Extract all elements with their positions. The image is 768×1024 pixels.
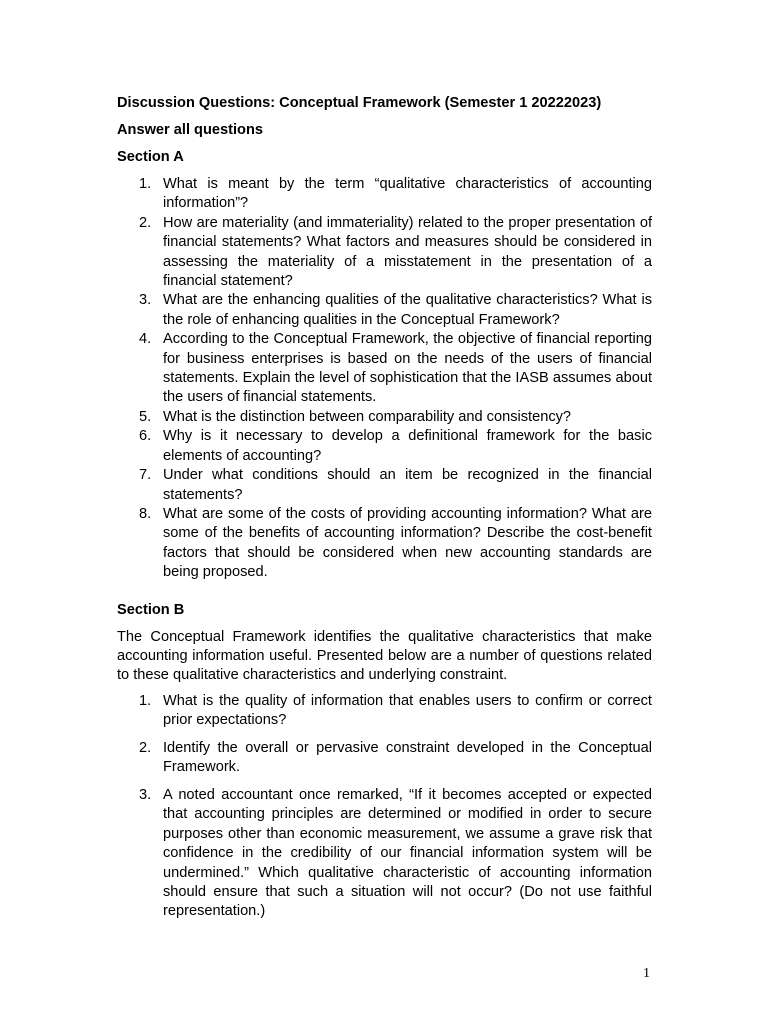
question-number: 1. bbox=[139, 176, 152, 192]
question-text: What are some of the costs of providing accounting information? What are some of the benefits of accounting information? Describe the cost-benefit factors that should be considered when new accounting standards are being proposed. bbox=[163, 505, 652, 581]
question-number: 2. bbox=[139, 214, 152, 231]
question-text: What is the distinction between comparability and consistency? bbox=[163, 408, 572, 425]
list-item bbox=[117, 739, 652, 778]
question-text: What is the quality of information that enables users to confirm or correct prior expectations? bbox=[163, 692, 652, 729]
section-b-heading: Section B bbox=[117, 601, 185, 618]
section-b-question-list bbox=[117, 692, 652, 922]
page-number: 1 bbox=[643, 966, 650, 981]
list-item bbox=[117, 427, 652, 466]
question-text: A noted accountant once remarked, “If it becomes accepted or expected that accounting principles are determined or modified in order to secure purposes other than economic measurement, we assume a grave risk that confidence in the credibility of our financial information system will be undermined.” Which qualitative characteristic of accounting information should ensure that such a situation will not occur? (Do not use faithful representation.) bbox=[163, 786, 652, 920]
list-item bbox=[117, 466, 652, 505]
question-number: 3. bbox=[139, 786, 152, 803]
section-a-heading: Section A bbox=[117, 149, 184, 165]
section-a-question-list bbox=[117, 175, 652, 583]
question-number: 3. bbox=[139, 292, 152, 309]
question-text: Why is it necessary to develop a definitional framework for the basic elements of accounting? bbox=[163, 428, 652, 464]
question-text: According to the Conceptual Framework, the objective of financial reporting for business enterprises is based on the needs of the users of financial statements. Explain the level of sophistication that the IASB assumes about the users of financial statements. bbox=[163, 331, 652, 406]
question-number: 5. bbox=[139, 408, 152, 425]
question-number: 4. bbox=[139, 331, 152, 348]
document-body bbox=[117, 94, 652, 930]
question-number: 1. bbox=[139, 692, 152, 709]
question-text: What is meant by the term “qualitative characteristics of accounting information”? bbox=[163, 176, 652, 212]
question-number: 7. bbox=[139, 467, 152, 484]
list-item bbox=[117, 330, 652, 408]
document-title: Discussion Questions: Conceptual Framework (Semester 1 20222023) bbox=[117, 95, 602, 111]
question-text: Under what conditions should an item be recognized in the financial statements? bbox=[163, 467, 652, 503]
question-text: What are the enhancing qualities of the qualitative characteristics? What is the role of enhancing qualities in the Conceptual Framework? bbox=[163, 292, 652, 328]
instruction-heading: Answer all questions bbox=[117, 122, 263, 138]
list-item bbox=[117, 175, 652, 214]
question-text: How are materiality (and immateriality) related to the proper presentation of financial statements? What factors and measures should be considered in assessing the materiality of a misstatement in the presentation of a financial statement? bbox=[163, 214, 652, 290]
list-item bbox=[117, 692, 652, 731]
question-text: Identify the overall or pervasive constraint developed in the Conceptual Framework. bbox=[163, 739, 652, 776]
list-item bbox=[117, 291, 652, 330]
question-number: 8. bbox=[139, 505, 152, 522]
list-item bbox=[117, 786, 652, 922]
question-number: 2. bbox=[139, 739, 152, 756]
list-item bbox=[117, 214, 652, 292]
question-number: 6. bbox=[139, 428, 152, 445]
list-item bbox=[117, 505, 652, 583]
section-b-intro: The Conceptual Framework identifies the qualitative characteristics that make accounting information useful. Presented below are a number of questions related to these qualitative characteristics and underlying constraint. bbox=[117, 628, 652, 684]
list-item bbox=[117, 408, 652, 427]
